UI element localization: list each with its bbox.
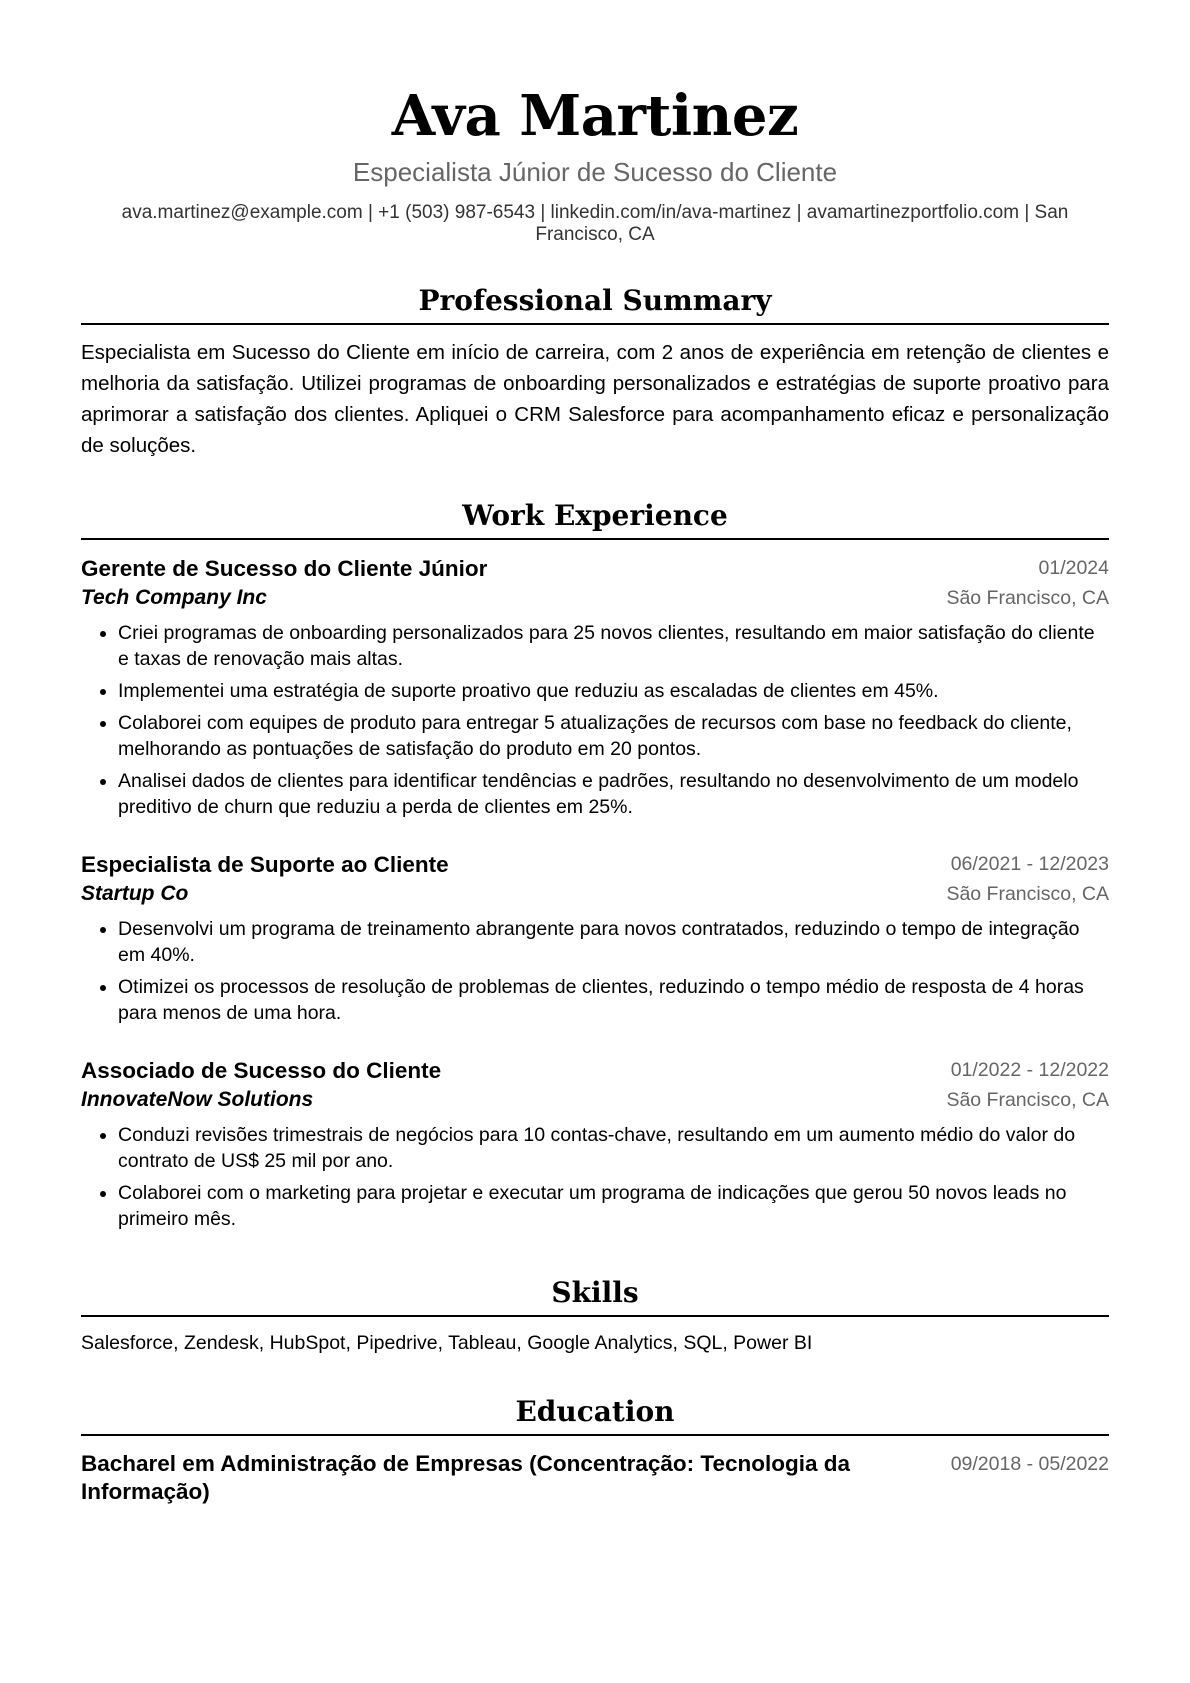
candidate-name: Ava Martinez — [391, 83, 799, 149]
job-bullets — [81, 620, 1109, 820]
job-title: Especialista de Suporte ao Cliente — [81, 852, 449, 877]
job-location: São Francisco, CA — [946, 883, 1109, 905]
job-subheader — [81, 584, 1109, 612]
education-entry — [81, 1450, 1109, 1506]
job-header — [81, 1056, 1109, 1086]
job-location: São Francisco, CA — [946, 587, 1109, 609]
job-bullets — [81, 1122, 1109, 1232]
candidate-headline: Especialista Júnior de Sucesso do Cliente — [352, 157, 838, 187]
job-date: 01/2024 — [1038, 557, 1109, 579]
job-entry — [81, 850, 1109, 1026]
job-bullet: • Otimizei os processos de resolução de problemas de clientes, reduzindo o tempo médio de resposta de 4 horas para menos de uma hora. — [118, 974, 1109, 1026]
education-section — [81, 1395, 1109, 1506]
summary-heading: Professional Summary — [81, 284, 1109, 325]
job-entry — [81, 1056, 1109, 1232]
job-entry — [81, 554, 1109, 820]
contact-line: ava.martinez@example.com | +1 (503) 987-6543 | linkedin.com/in/ava-martinez | avamartinezportfolio.com | San Francisco, CA — [121, 202, 1069, 245]
job-date: 01/2022 - 12/2022 — [950, 1059, 1109, 1081]
job-bullet: • Desenvolvi um programa de treinamento abrangente para novos contratados, reduzindo o tempo de integração em 40%. — [118, 916, 1109, 968]
job-title: Gerente de Sucesso do Cliente Júnior — [81, 556, 488, 581]
job-bullet: • Criei programas de onboarding personalizados para 25 novos clientes, resultando em maior satisfação do cliente e taxas de renovação mais altas. — [118, 620, 1109, 672]
skills-heading: Skills — [81, 1276, 1109, 1317]
skills-list: Salesforce, Zendesk, HubSpot, Pipedrive, Tableau, Google Analytics, SQL, Power BI — [81, 1332, 813, 1354]
job-company: Startup Co — [81, 882, 189, 905]
education-date: 09/2018 - 05/2022 — [950, 1453, 1109, 1475]
job-company: InnovateNow Solutions — [81, 1088, 314, 1111]
job-title: Associado de Sucesso do Cliente — [81, 1058, 442, 1083]
job-bullet: • Conduzi revisões trimestrais de negócios para 10 contas-chave, resultando em um aumento médio do valor do contrato de US$ 25 mil por ano. — [118, 1122, 1109, 1174]
job-bullets — [81, 916, 1109, 1026]
job-bullet: • Colaborei com o marketing para projetar e executar um programa de indicações que gerou 50 novos leads no primeiro mês. — [118, 1180, 1109, 1232]
experience-section — [81, 499, 1109, 1232]
experience-heading: Work Experience — [81, 499, 1109, 540]
summary-text: Especialista em Sucesso do Cliente em início de carreira, com 2 anos de experiência em retenção de clientes e melhoria da satisfação. Utilizei programas de onboarding personalizados e estratégias de suporte proativo para aprimorar a satisfação dos clientes. Apliquei o CRM Salesforce para acompanhamento eficaz e personalização de soluções. — [81, 341, 1109, 457]
job-date: 06/2021 - 12/2023 — [950, 853, 1109, 875]
job-bullet: • Colaborei com equipes de produto para entregar 5 atualizações de recursos com base no feedback do cliente, melhorando as pontuações de satisfação do produto em 20 pontos. — [118, 710, 1109, 762]
job-header — [81, 850, 1109, 880]
job-subheader — [81, 880, 1109, 908]
education-degree: Bacharel em Administração de Empresas (Concentração: Tecnologia da Informação) — [81, 1451, 850, 1504]
skills-section — [81, 1276, 1109, 1357]
job-header — [81, 554, 1109, 584]
summary-section — [81, 284, 1109, 461]
job-location: São Francisco, CA — [946, 1089, 1109, 1111]
job-bullet: • Analisei dados de clientes para identificar tendências e padrões, resultando no desenvolvimento de um modelo preditivo de churn que reduziu a perda de clientes em 25%. — [118, 768, 1109, 820]
job-bullet: • Implementei uma estratégia de suporte proativo que reduziu as escaladas de clientes em 45%. — [118, 678, 1109, 704]
education-heading: Education — [81, 1395, 1109, 1436]
job-subheader — [81, 1086, 1109, 1114]
job-company: Tech Company Inc — [81, 586, 267, 609]
